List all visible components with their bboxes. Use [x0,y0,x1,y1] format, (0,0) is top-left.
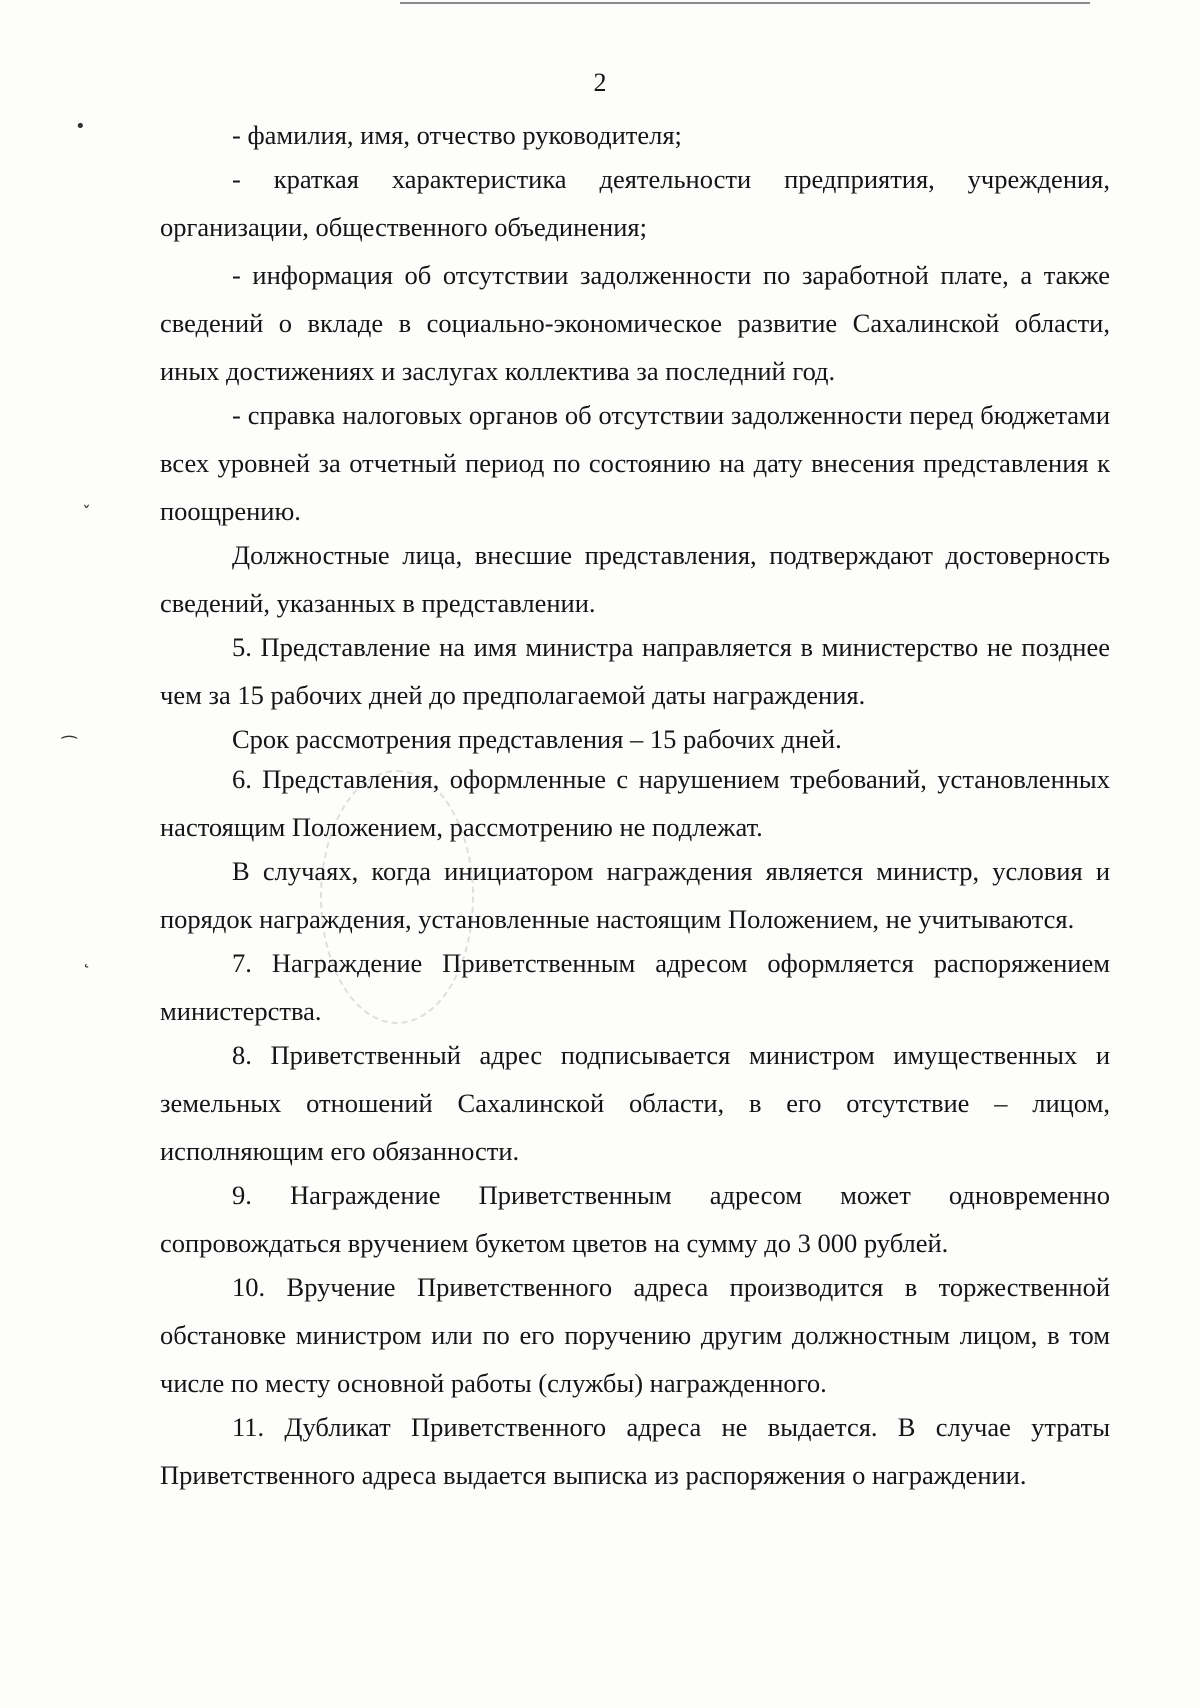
paragraph: 11. Дубликат Приветственного адреса не выдается. В случае утраты Приветственного адреса выдается выписка из распоряжения о награждении. [160,1412,1110,1490]
top-edge-line [400,2,1090,4]
margin-mark-icon: ⁀ [62,736,77,757]
margin-mark-icon: ˛ [82,948,91,969]
paragraph: Срок рассмотрения представления – 15 рабочих дней. [232,724,842,754]
paragraph: 6. Представления, оформленные с нарушением требований, установленных настоящим Положением, рассмотрению не подлежат. [160,764,1110,842]
page-number: 2 [593,68,607,97]
paragraph: 5. Представление на имя министра направляется в министерство не позднее чем за 15 рабочих дней до предполагаемой даты награждения. [160,632,1110,710]
paragraph: 10. Вручение Приветственного адреса производится в торжественной обстановке министром или по его поручению другим должностным лицом, в том числе по месту основной работы (службы) награжденного. [160,1272,1110,1398]
paragraph: - краткая характеристика деятельности предприятия, учреждения, организации, общественного объединения; [160,164,1110,242]
paragraph: - информация об отсутствии задолженности по заработной плате, а также сведений о вкладе в социально-экономическое развитие Сахалинской области, иных достижениях и заслугах коллектива за последний год. [160,260,1110,386]
margin-mark-icon: ˇ [82,503,91,524]
paragraph: - фамилия, имя, отчество руководителя; [232,120,682,150]
margin-speck-icon: • [75,116,86,137]
paragraph: В случаях, когда инициатором награждения является министр, условия и порядок награждения, установленные настоящим Положением, не учитываются. [160,856,1110,934]
paragraph: - справка налоговых органов об отсутствии задолженности перед бюджетами всех уровней за отчетный период по состоянию на дату внесения представления к поощрению. [160,400,1110,526]
paragraph: 9. Награждение Приветственным адресом может одновременно сопровождаться вручением букетом цветов на сумму до 3 000 рублей. [160,1180,1110,1258]
paragraph: Должностные лица, внесшие представления, подтверждают достоверность сведений, указанных в представлении. [160,540,1110,618]
document-body [160,111,1110,1499]
paragraph: 7. Награждение Приветственным адресом оформляется распоряжением министерства. [160,948,1110,1026]
paragraph: 8. Приветственный адрес подписывается министром имущественных и земельных отношений Сахалинской области, в его отсутствие – лицом, исполняющим его обязанности. [160,1040,1110,1166]
